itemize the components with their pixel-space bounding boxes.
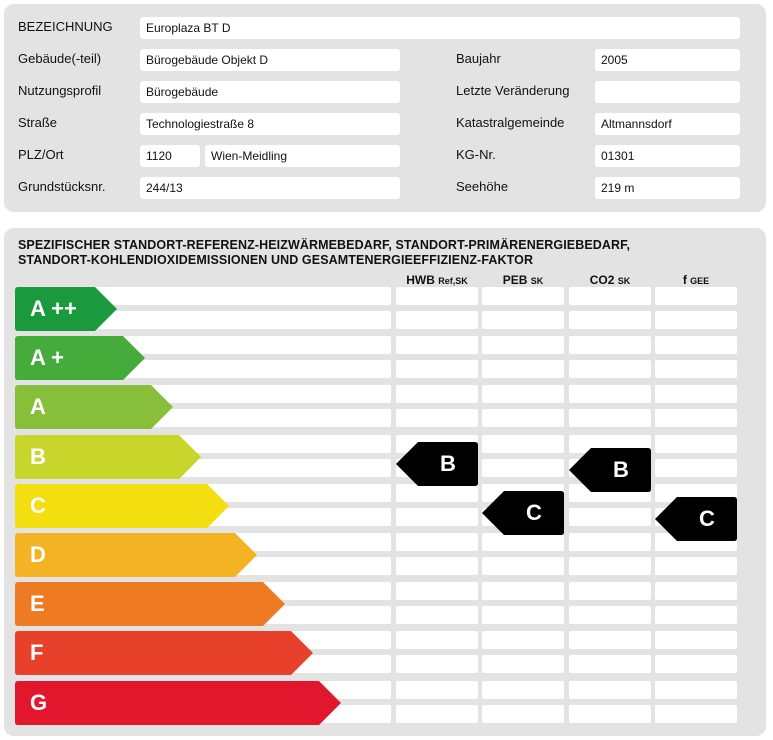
scale-cell-line bbox=[655, 655, 737, 673]
column-head-peb bbox=[482, 273, 564, 287]
grund-field: 244/13 bbox=[140, 177, 400, 199]
scale-cell-line bbox=[569, 311, 651, 329]
class-label-7: F bbox=[30, 640, 44, 666]
scale-cell-line bbox=[482, 582, 564, 600]
class-arrow-5 bbox=[15, 533, 257, 577]
class-label-2: A bbox=[30, 394, 46, 420]
gebaeude-label: Gebäude(-teil) bbox=[18, 51, 102, 66]
scale-cell-line bbox=[482, 287, 564, 305]
scale-cell-line bbox=[569, 606, 651, 624]
class-label-0: A ++ bbox=[30, 296, 77, 321]
scale-cell-line bbox=[482, 705, 564, 723]
scale-cell-line bbox=[655, 409, 737, 427]
scale-cell-line bbox=[655, 557, 737, 575]
scale-cell-line bbox=[482, 631, 564, 649]
scale-cell-line bbox=[396, 287, 478, 305]
scale-cell-line bbox=[655, 360, 737, 378]
scale-cell-line bbox=[569, 582, 651, 600]
scale-cell-line bbox=[396, 582, 478, 600]
scale-cell-line bbox=[482, 655, 564, 673]
column-head-hwb-main: HWB bbox=[406, 273, 435, 287]
column-head-peb-main: PEB bbox=[502, 273, 528, 287]
rating-value-co2: B bbox=[613, 456, 629, 482]
scale-cell-line bbox=[396, 311, 478, 329]
scale-cell-line bbox=[482, 311, 564, 329]
scale-cell-line bbox=[482, 606, 564, 624]
scale-cell-line bbox=[396, 681, 478, 699]
scale-cell-line bbox=[655, 582, 737, 600]
scale-cell-line bbox=[569, 409, 651, 427]
scale-cell-line bbox=[569, 287, 651, 305]
grund-label: Grundstücksnr. bbox=[18, 179, 106, 194]
scale-cell-line bbox=[569, 508, 651, 526]
class-arrow-4 bbox=[15, 484, 229, 528]
scale-cell-line bbox=[396, 336, 478, 354]
class-label-6: E bbox=[30, 591, 45, 617]
scale-cell-line bbox=[482, 409, 564, 427]
class-arrow-7 bbox=[15, 631, 313, 675]
scale-cell-line bbox=[655, 459, 737, 477]
bezeichnung-label: BEZEICHNUNG bbox=[18, 19, 113, 34]
scale-cell-line bbox=[569, 336, 651, 354]
plz-ort-label: PLZ/Ort bbox=[18, 147, 64, 162]
scale-cell-line bbox=[482, 557, 564, 575]
column-head-co2 bbox=[569, 273, 651, 287]
bezeichnung-field: Europlaza BT D bbox=[140, 17, 740, 39]
section-title-line2: STANDORT-KOHLENDIOXIDEMISSIONEN UND GESAMTENERGIEEFFIZIENZ-FAKTOR bbox=[18, 253, 534, 267]
nutzung-field: Bürogebäude bbox=[140, 81, 400, 103]
scale-cell-line bbox=[396, 385, 478, 403]
scale-cell-line bbox=[482, 533, 564, 551]
scale-cell-line bbox=[655, 311, 737, 329]
scale-cell-line bbox=[655, 606, 737, 624]
veraenderung-label: Letzte Veränderung bbox=[456, 83, 570, 98]
column-head-fgee-main: f bbox=[682, 273, 687, 287]
veraenderung-field bbox=[595, 81, 740, 103]
column-head-co2-sub: SK bbox=[617, 276, 631, 286]
scale-cell-line bbox=[482, 336, 564, 354]
scale-cell-line bbox=[396, 557, 478, 575]
scale-cell-line bbox=[396, 533, 478, 551]
rating-value-hwb: B bbox=[440, 450, 456, 476]
column-head-fgee-sub: GEE bbox=[690, 276, 710, 286]
scale-cell-line bbox=[569, 557, 651, 575]
scale-cell-line bbox=[482, 681, 564, 699]
scale-cell-line bbox=[569, 681, 651, 699]
class-label-3: B bbox=[30, 443, 46, 469]
class-arrow-6 bbox=[15, 582, 285, 626]
scale-cell-line bbox=[396, 360, 478, 378]
kataster-field: Altmannsdorf bbox=[595, 113, 740, 135]
baujahr-label: Baujahr bbox=[456, 51, 501, 66]
strasse-field: Technologiestraße 8 bbox=[140, 113, 400, 135]
class-label-5: D bbox=[30, 542, 46, 567]
class-arrow-8 bbox=[15, 681, 341, 725]
column-head-fgee bbox=[655, 273, 737, 287]
section-title bbox=[18, 238, 630, 268]
scale-cell-line bbox=[396, 508, 478, 526]
scale-cell-line bbox=[396, 705, 478, 723]
kg-field: 01301 bbox=[595, 145, 740, 167]
column-head-hwb bbox=[396, 273, 478, 287]
column-head-peb-sub: SK bbox=[530, 276, 544, 286]
scale-cell-line bbox=[655, 385, 737, 403]
scale-cell-line bbox=[569, 385, 651, 403]
rating-value-peb: C bbox=[526, 499, 542, 525]
scale-cell-line bbox=[569, 360, 651, 378]
gebaeude-field: Bürogebäude Objekt D bbox=[140, 49, 400, 71]
scale-cell-line bbox=[482, 360, 564, 378]
scale-cell-line bbox=[655, 287, 737, 305]
kataster-label: Katastralgemeinde bbox=[456, 115, 565, 130]
scale-cell-line bbox=[396, 484, 478, 502]
class-label-1: A + bbox=[30, 345, 65, 371]
scale-cell-line bbox=[396, 631, 478, 649]
class-label-4: C bbox=[30, 492, 46, 518]
scale-cell-line bbox=[569, 631, 651, 649]
scale-cell-line bbox=[396, 606, 478, 624]
nutzung-label: Nutzungsprofil bbox=[18, 83, 102, 98]
scale-cell-line bbox=[569, 655, 651, 673]
scale-cell-line bbox=[655, 631, 737, 649]
rating-value-f: C bbox=[699, 505, 715, 531]
ort-field: Wien-Meidling bbox=[205, 145, 400, 167]
column-head-co2-main: CO2 bbox=[589, 273, 615, 287]
scale-cell-line bbox=[482, 435, 564, 453]
strasse-label: Straße bbox=[18, 115, 58, 130]
scale-cell-line bbox=[655, 681, 737, 699]
scale-cell-line bbox=[569, 533, 651, 551]
scale-cell-line bbox=[569, 705, 651, 723]
section-title-line1: SPEZIFISCHER STANDORT-REFERENZ-HEIZWÄRMEBEDARF, STANDORT-PRIMÄRENERGIEBEDARF, bbox=[18, 238, 631, 252]
scale-cell-line bbox=[655, 705, 737, 723]
scale-cell-line bbox=[655, 435, 737, 453]
class-label-8: G bbox=[30, 689, 48, 715]
kg-label: KG-Nr. bbox=[456, 147, 496, 162]
scale-cell-line bbox=[396, 409, 478, 427]
scale-cell-line bbox=[655, 336, 737, 354]
seehoehe-field: 219 m bbox=[595, 177, 740, 199]
plz-field: 1120 bbox=[140, 145, 200, 167]
seehoehe-label: Seehöhe bbox=[456, 179, 509, 194]
scale-cell-line bbox=[396, 655, 478, 673]
column-head-hwb-sub: Ref,SK bbox=[438, 276, 468, 286]
scale-cell-line bbox=[482, 385, 564, 403]
scale-cell-line bbox=[482, 459, 564, 477]
baujahr-field: 2005 bbox=[595, 49, 740, 71]
